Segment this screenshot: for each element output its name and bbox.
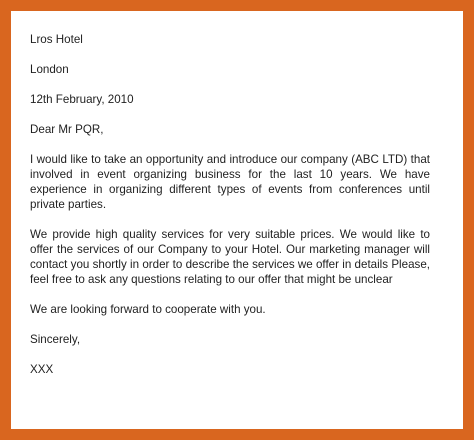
recipient-name: Lros Hotel (30, 33, 83, 46)
recipient-city: London (30, 63, 69, 76)
paragraph-introduction: I would like to take an opportunity and introduce our company (ABC LTD) that involved in event organizing business for the last 10 years. We have experience in organizing different types of events from conferences until private parties. (30, 153, 430, 211)
paragraph-closing-remark: We are looking forward to cooperate with you. (30, 303, 266, 316)
letter-body (30, 32, 430, 377)
letter-date: 12th February, 2010 (30, 93, 134, 106)
closing: Sincerely, (30, 333, 81, 346)
signature: XXX (30, 363, 54, 376)
salutation: Dear Mr PQR, (30, 123, 104, 136)
paragraph-services: We provide high quality services for very suitable prices. We would like to offer the services of our Company to your Hotel. Our marketing manager will contact you shortly in order to describe the services we offer in details Please, feel free to ask any questions relating to our offer that might be unclear (30, 228, 430, 286)
